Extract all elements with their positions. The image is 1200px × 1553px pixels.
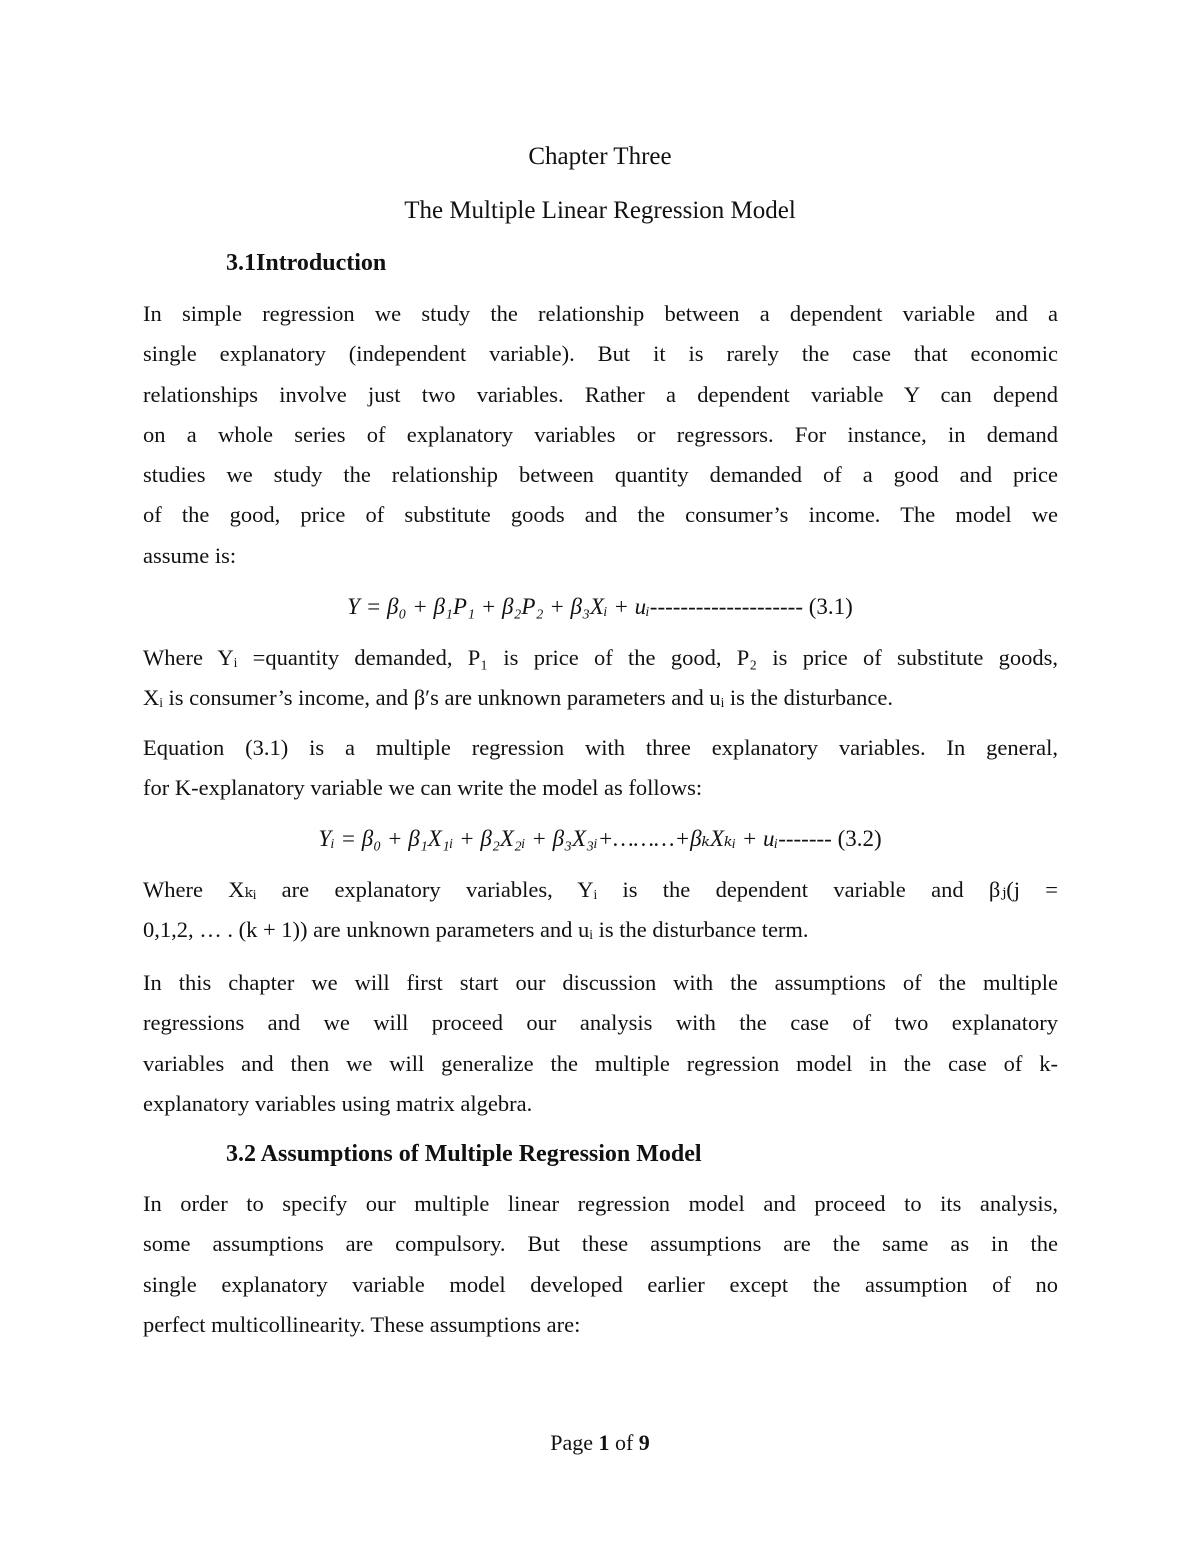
text-line: on a whole series of explanatory variables or regressors. For instance, in demand	[143, 421, 1058, 447]
where-paragraph-1	[143, 638, 1058, 719]
section-heading-assumptions: 3.2 Assumptions of Multiple Regression Model	[226, 1141, 702, 1167]
equation-3-2	[0, 826, 1200, 852]
equation-label: (3.2)	[837, 826, 882, 851]
text-line: single explanatory (independent variable). But it is rarely the case that economic	[143, 341, 1058, 367]
text-line: for K-explanatory variable we can write the model as follows:	[143, 775, 703, 801]
footer-page-number: 1	[598, 1430, 610, 1455]
text-line: relationships involve just two variables. Rather a dependent variable Y can depend	[143, 381, 1058, 407]
assumptions-paragraph	[143, 1184, 1058, 1345]
text-line: variables and then we will generalize the multiple regression model in the case of k-	[143, 1050, 1058, 1076]
text-line: assume is:	[143, 542, 237, 568]
footer-page-word: Page	[550, 1430, 593, 1455]
text-line: Where Yᵢ =quantity demanded, P₁ is price of the good, P₂ is price of substitute goods,	[143, 645, 1058, 670]
where-paragraph-2	[143, 870, 1058, 951]
text-line: Xᵢ is consumer’s income, and β′s are unknown parameters and uᵢ is the disturbance.	[143, 685, 893, 711]
page-footer	[0, 1430, 1200, 1456]
text-line: studies we study the relationship between quantity demanded of a good and price	[143, 462, 1058, 488]
text-line: In order to specify our multiple linear regression model and proceed to its analysis,	[143, 1191, 1058, 1216]
equation-dashes: -------	[778, 826, 832, 851]
equation-3-1	[0, 594, 1200, 620]
text-line: explanatory variables using matrix algebra.	[143, 1090, 533, 1116]
section-heading-introduction: 3.1Introduction	[226, 250, 387, 276]
general-model-paragraph	[143, 728, 1058, 809]
footer-of-word: of	[614, 1430, 634, 1455]
text-line: In simple regression we study the relationship between a dependent variable and a	[143, 301, 1058, 326]
text-line: some assumptions are compulsory. But these assumptions are the same as in the	[143, 1231, 1058, 1257]
equation-dashes: --------------------	[649, 594, 803, 619]
text-line: perfect multicollinearity. These assumptions are:	[143, 1311, 581, 1337]
text-line: regressions and we will proceed our analysis with the case of two explanatory	[143, 1010, 1058, 1036]
equation-label: (3.1)	[808, 594, 853, 619]
equation-lhs: Y	[347, 594, 360, 619]
text-line: In this chapter we will first start our discussion with the assumptions of the multiple	[143, 970, 1058, 995]
chapter-title: Chapter Three	[528, 143, 672, 170]
text-line: 0,1,2, … . (k + 1)) are unknown parameters and uᵢ is the disturbance term.	[143, 917, 809, 943]
text-line: of the good, price of substitute goods and the consumer’s income. The model we	[143, 502, 1058, 528]
text-line: Equation (3.1) is a multiple regression with three explanatory variables. In general,	[143, 735, 1058, 760]
chapter-subtitle: The Multiple Linear Regression Model	[404, 197, 796, 224]
footer-total-pages: 9	[638, 1430, 650, 1455]
text-line: Where Xₖᵢ are explanatory variables, Yᵢ is the dependent variable and βⱼ(j =	[143, 877, 1058, 902]
text-line: single explanatory variable model developed earlier except the assumption of no	[143, 1271, 1058, 1297]
equation-body: = β₀ + β₁P₁ + β₂P₂ + β₃Xᵢ + uᵢ	[359, 594, 650, 619]
equation-body: Yᵢ = β₀ + β₁X₁ᵢ + β₂X₂ᵢ + β₃X₃ᵢ+………+βₖXₖᵢ + uᵢ	[318, 826, 779, 851]
chapter-plan-paragraph	[143, 963, 1058, 1124]
intro-paragraph	[143, 294, 1058, 576]
